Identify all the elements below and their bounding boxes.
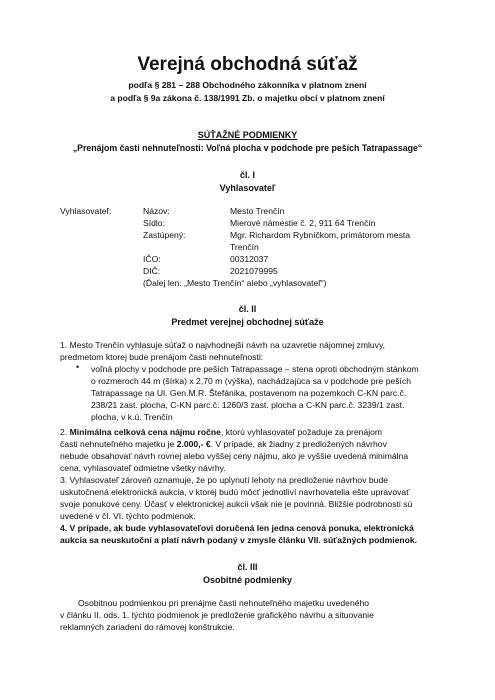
detail-key: Zastúpený: bbox=[143, 230, 186, 240]
paragraph-2-line: časti nehnuteľného majetku je 2.000,- €. V prípade, ak žiadny z predložených návrhov bbox=[60, 439, 387, 449]
detail-value: 2021079995 bbox=[230, 266, 278, 276]
paragraph-3-line: svoje ponukové ceny. Účasť v elektronickej aukcii však nie je povinná. Bližšie podrobnosti sú bbox=[60, 499, 413, 509]
bullet-dot-icon: • bbox=[76, 362, 80, 372]
section-3-title: Osobitné podmienky bbox=[202, 575, 292, 585]
detail-value: Trenčín bbox=[230, 242, 259, 252]
vyhlasovatel-label: Vyhlasovateľ: bbox=[60, 206, 112, 216]
bullet-line: voľná plochy v podchode pre peších Tatrapassage – stena oproti obchodným stánkom bbox=[91, 364, 419, 374]
section-3-line: reklamných zariadení do rámovej konštrukcie. bbox=[60, 622, 235, 632]
section-1-title: Vyhlasovateľ bbox=[219, 183, 276, 193]
paragraph-1-line: predmetom ktorej bude prenájom časti nehnuteľnosti: bbox=[60, 352, 264, 362]
bullet-line: Tatrapassage na Ul. Gen.M.R. Štefánika, postavenom na pozemkoch C-KN parc.č. bbox=[91, 388, 407, 398]
conditions-heading: SÚŤAŽNÉ PODMIENKY bbox=[197, 130, 298, 140]
section-3-number: čl. III bbox=[237, 562, 258, 572]
detail-key: IČO: bbox=[143, 254, 161, 264]
section-2-title: Predmet verejnej obchodnej súťaže bbox=[171, 317, 324, 327]
paragraph-3-line: uskutočnená elektronická aukcia, v ktorej budú môcť jednotliví navrhovatelia ešte upravovať bbox=[60, 487, 410, 497]
conditions-subject: „Prenájom časti nehnuteľnosti: Voľná plocha v podchode pre peších Tatrapassage“ bbox=[72, 143, 423, 153]
detail-key: Sídlo: bbox=[143, 218, 165, 228]
alias-note: (Ďalej len: „Mesto Trenčín“ alebo „vyhlasovateľ“) bbox=[143, 278, 327, 288]
detail-value: Mgr. Richardom Rybníčkom, primátorom mesta bbox=[230, 230, 411, 240]
paragraph-1-line: 1. Mesto Trenčín vyhlasuje súťaž o najvhodnejší návrh na uzavretie nájomnej zmluvy, bbox=[60, 340, 386, 350]
paragraph-4-line: aukcia sa neuskutoční a platí návrh podaný v zmysle článku VII. súťažných podmienok. bbox=[60, 535, 418, 545]
section-3-line: Osobitnou podmienkou pri prenájme časti nehnuteľného majetku uvedeného bbox=[78, 598, 370, 608]
detail-value: Mierové námestie č. 2, 911 64 Trenčín bbox=[230, 218, 376, 228]
bullet-line: o rozmeroch 44 m (šírka) x 2,70 m (výška), nachádzajúca sa v podchode pre peších bbox=[91, 376, 412, 386]
paragraph-3-line: 3. Vyhlasovateľ zároveň oznamuje, že po uplynutí lehoty na predloženie návrhov bude bbox=[60, 475, 389, 485]
detail-key: Názov: bbox=[143, 206, 170, 216]
paragraph-3-line: uvedené v čl. VI. týchto podmienok. bbox=[60, 511, 196, 521]
bullet-line: plocha, v k.ú. Trenčín bbox=[91, 412, 173, 422]
paragraph-2-line: 2. Minimálna celková cena nájmu ročne, ktorú vyhlasovateľ požaduje za prenájom bbox=[60, 427, 383, 437]
legal-basis-line-2: a podľa § 9a zákona č. 138/1991 Zb. o majetku obcí v platnom znení bbox=[110, 93, 385, 103]
bullet-line: 238/21 zast. plocha, C-KN parc.č. 1260/3 zast. plocha a C-KN parc.č. 3239/1 zast. bbox=[91, 400, 405, 410]
section-1-number: čl. I bbox=[239, 170, 255, 180]
detail-value: 00312037 bbox=[230, 254, 269, 264]
document-title: Verejná obchodná súťaž bbox=[137, 54, 358, 75]
legal-basis-line-1: podľa § 281 – 288 Obchodného zákonníka v platnom znení bbox=[128, 80, 367, 90]
section-2-number: čl. II bbox=[238, 304, 257, 314]
paragraph-2-line: nebude obsahovať návrh rovnej alebo vyššej ceny nájmu, ako je vyššie uvedená minimálna bbox=[60, 451, 409, 461]
section-3-line: v článku II. ods. 1. týchto podmienok je predloženie grafického návrhu a situovanie bbox=[60, 610, 374, 620]
detail-key: DIČ: bbox=[143, 266, 161, 276]
paragraph-2-line: cena, vyhlasovateľ odmietne všetky návrhy. bbox=[60, 463, 226, 473]
paragraph-4-line: 4. V prípade, ak bude vyhlasovateľovi doručená len jedna cenová ponuka, elektronická bbox=[60, 523, 414, 533]
detail-value: Mesto Trenčín bbox=[230, 206, 285, 216]
